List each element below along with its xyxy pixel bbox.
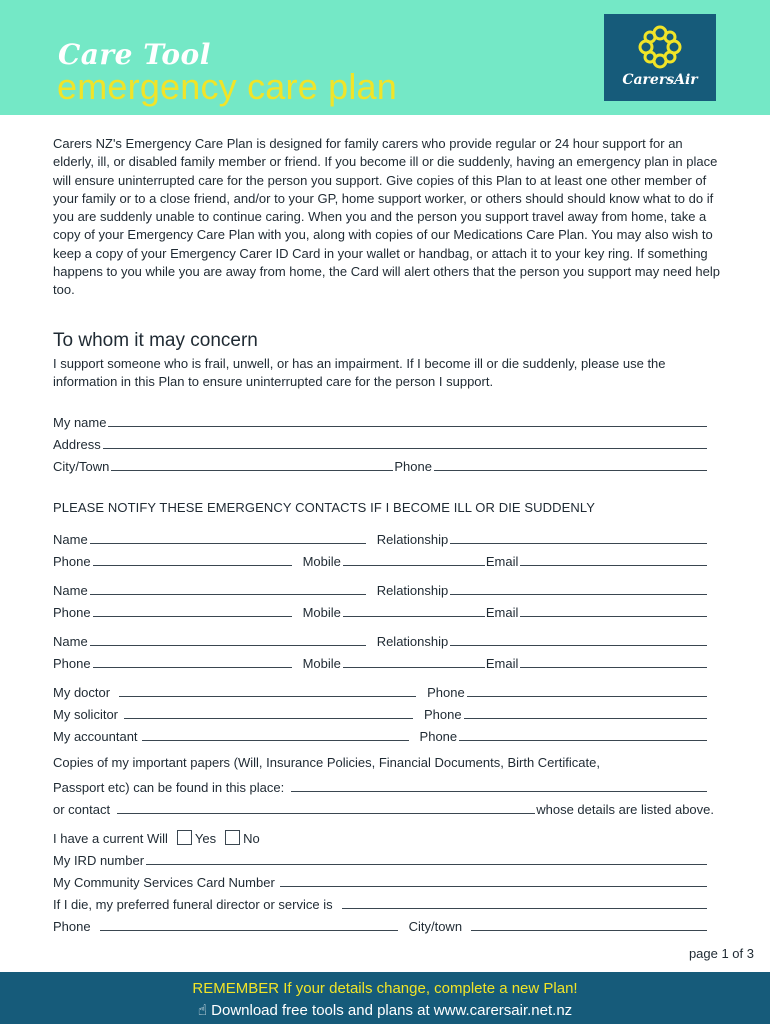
carersair-logo (604, 14, 716, 101)
contact-phone-row (53, 653, 708, 671)
ird-label: My IRD number (53, 853, 145, 868)
mobile-label: Mobile (302, 656, 341, 671)
footer-band (0, 972, 770, 1024)
mobile-field[interactable] (343, 562, 485, 566)
funeral-phone-field[interactable] (100, 927, 398, 931)
solicitor-row (53, 704, 708, 722)
page-number: page 1 of 3 (688, 946, 754, 961)
contact-phone-field[interactable] (93, 664, 292, 668)
phone-label: Phone (394, 459, 432, 474)
relationship-field[interactable] (450, 540, 707, 544)
doctor-phone-field[interactable] (467, 693, 707, 697)
mobile-field[interactable] (343, 664, 485, 668)
contact-phone-field[interactable] (93, 562, 292, 566)
contact-name-field[interactable] (90, 591, 366, 595)
solicitor-phone-field[interactable] (464, 715, 707, 719)
brand-name: Care Tool (58, 38, 211, 71)
contact-name-label: Name (53, 532, 88, 547)
address-row (53, 434, 708, 452)
my-name-label: My name (53, 415, 107, 430)
accountant-phone-label: Phone (419, 729, 458, 744)
phone-field[interactable] (434, 467, 707, 471)
mobile-label: Mobile (302, 554, 341, 569)
funeral-phone-row (53, 916, 708, 934)
papers-text: Copies of my important papers (Will, Insurance Policies, Financial Documents, Birth Certificate, (53, 755, 600, 770)
ird-row (53, 850, 708, 868)
funeral-city-field[interactable] (471, 927, 707, 931)
contact-name-row (53, 580, 708, 598)
concern-text: I support someone who is frail, unwell, or has an impairment. If I become ill or die suddenly, please use the information in this Plan to ensure uninterrupted care for the person I support. (53, 356, 666, 389)
relationship-field[interactable] (450, 591, 707, 595)
doctor-phone-label: Phone (427, 685, 465, 700)
or-contact-label: or contact (53, 802, 111, 817)
contact-name-label: Name (53, 583, 88, 598)
will-yes-checkbox[interactable] (177, 830, 192, 845)
or-contact-field[interactable] (117, 810, 535, 814)
contact-name-field[interactable] (90, 540, 366, 544)
relationship-label: Relationship (376, 634, 449, 649)
contact-name-field[interactable] (90, 642, 366, 646)
intro-paragraph: Carers NZ's Emergency Care Plan is designed for family carers who provide regular or 24 hour support for an elderly, ill, or disabled family member or friend. If you become ill or die suddenly, having an emergency plan in place will ensure uninterrupted care for the person you support. Give copies of this Plan to at least one other member of your family or to a close friend, and/or to your GP, home support worker, or others should should know what to do if you are suddenly unable to continue caring. When you and the person you support travel away from home, take a copy of your Emergency Care Plan with you, along with copies of our Medications Care Plan. You may also wish to keep a copy of your Emergency Carer ID Card in your wallet or handbag, or attach it to your key ring. If something happens to you while you are away from home, the Card will alert others that the person you support may need help too. (53, 136, 720, 298)
city-label: City/Town (53, 459, 110, 474)
relationship-label: Relationship (376, 583, 449, 598)
funeral-field[interactable] (342, 905, 707, 909)
contacts-heading: PLEASE NOTIFY THESE EMERGENCY CONTACTS IF I BECOME ILL OR DIE SUDDENLY (53, 500, 596, 515)
csc-label: My Community Services Card Number (53, 875, 275, 890)
address-label: Address (53, 437, 101, 452)
email-field[interactable] (520, 664, 707, 668)
doctor-row (53, 682, 708, 700)
papers-place-row (53, 777, 708, 795)
contact-phone-row (53, 602, 708, 620)
address-field[interactable] (103, 445, 707, 449)
doctor-label: My doctor (53, 685, 111, 700)
or-contact-row (53, 799, 715, 817)
header-band (0, 0, 770, 115)
contact-phone-field[interactable] (93, 613, 292, 617)
accountant-field[interactable] (142, 737, 409, 741)
relationship-field[interactable] (450, 642, 707, 646)
my-name-field[interactable] (108, 423, 707, 427)
my-name-row (53, 412, 708, 430)
email-label: Email (485, 656, 519, 671)
logo-text: CarersAir (622, 72, 698, 88)
funeral-label: If I die, my preferred funeral director or service is (53, 897, 333, 912)
csc-field[interactable] (280, 883, 707, 887)
concern-heading: To whom it may concern (53, 330, 258, 351)
download-link[interactable]: Download free tools and plans at www.carersair.net.nz (211, 1002, 573, 1019)
papers-place-field[interactable] (291, 788, 707, 792)
solicitor-phone-label: Phone (424, 707, 462, 722)
contact-phone-row (53, 551, 708, 569)
doctor-field[interactable] (119, 693, 416, 697)
city-row (53, 456, 708, 474)
mobile-label: Mobile (302, 605, 341, 620)
funeral-row (53, 894, 708, 912)
remember-notice: REMEMBER If your details change, complete a new Plan! (192, 980, 578, 997)
solicitor-field[interactable] (124, 715, 413, 719)
solicitor-label: My solicitor (53, 707, 119, 722)
csc-row (53, 872, 708, 890)
ird-field[interactable] (146, 861, 707, 865)
city-field[interactable] (111, 467, 393, 471)
mobile-field[interactable] (343, 613, 485, 617)
will-no-checkbox[interactable] (225, 830, 240, 845)
accountant-row (53, 726, 708, 744)
whose-details-label: whose details are listed above. (536, 802, 714, 817)
contact-phone-label: Phone (53, 656, 91, 671)
will-no-label: No (243, 831, 260, 846)
contact-name-row (53, 631, 708, 649)
accountant-phone-field[interactable] (459, 737, 707, 741)
email-field[interactable] (520, 562, 707, 566)
funeral-city-label: City/town (408, 919, 463, 934)
will-label: I have a current Will (53, 831, 168, 846)
contact-phone-label: Phone (53, 605, 91, 620)
relationship-label: Relationship (376, 532, 449, 547)
pointer-hand-icon: ☝︎ (197, 1002, 207, 1019)
contact-name-label: Name (53, 634, 88, 649)
will-row (53, 828, 708, 846)
download-line (0, 1001, 770, 1019)
contact-name-row (53, 529, 708, 547)
email-label: Email (485, 605, 519, 620)
email-label: Email (485, 554, 519, 569)
will-yes-label: Yes (194, 831, 217, 846)
contact-phone-label: Phone (53, 554, 91, 569)
email-field[interactable] (520, 613, 707, 617)
accountant-label: My accountant (53, 729, 138, 744)
funeral-phone-label: Phone (53, 919, 91, 934)
page-title: emergency care plan (57, 66, 397, 107)
flower-logo-icon (637, 24, 683, 70)
papers-place-label: Passport etc) can be found in this place: (53, 780, 285, 795)
